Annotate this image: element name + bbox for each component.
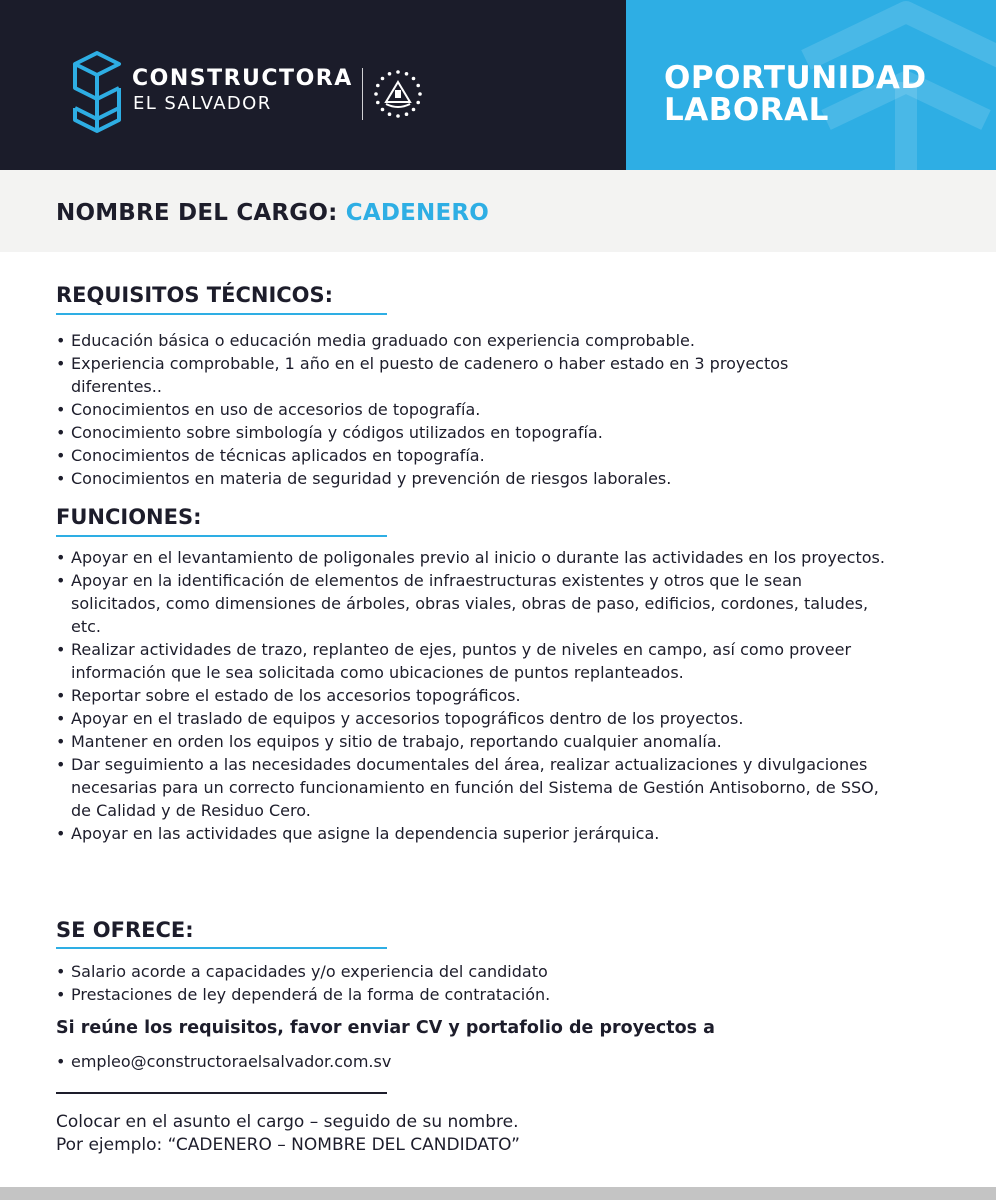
footer-band — [0, 1187, 996, 1200]
list-item: • Educación básica o educación media graduado con experiencia comprobable. — [56, 329, 826, 352]
job-title — [56, 200, 489, 226]
brand-divider — [362, 68, 363, 120]
divider — [56, 1092, 387, 1094]
subject-note-line1: Colocar en el asunto el cargo – seguido de su nombre. — [56, 1112, 519, 1132]
list-item: • Experiencia comprobable, 1 año en el puesto de cadenero o haber estado en 3 proyectos diferentes.. — [56, 352, 826, 398]
header-title-panel — [626, 0, 996, 170]
list-item: • Conocimientos en materia de seguridad y prevención de riesgos laborales. — [56, 467, 826, 490]
funciones-rule — [56, 535, 387, 537]
ofrece-list — [56, 960, 896, 1006]
header-title-line1: OPORTUNIDAD — [664, 60, 927, 96]
subject-note-line2: Por ejemplo: “CADENERO – NOMBRE DEL CANDIDATO” — [56, 1135, 520, 1155]
ofrece-title: SE OFRECE: — [56, 918, 194, 942]
list-item: • Apoyar en la identificación de elementos de infraestructuras existentes y otros que le sean solicitados, como dimensiones de árboles, obras viales, obras de paso, edificios, cordones, taludes, etc. — [56, 569, 886, 638]
job-title-value: CADENERO — [345, 200, 490, 226]
requisitos-rule — [56, 313, 387, 315]
job-title-label: NOMBRE DEL CARGO: — [56, 200, 346, 226]
header-title — [664, 62, 927, 126]
constructora-logo-icon — [72, 50, 122, 134]
list-item: • Salario acorde a capacidades y/o experiencia del candidato — [56, 960, 896, 983]
header-brand-panel — [0, 0, 626, 170]
list-item: • Prestaciones de ley dependerá de la forma de contratación. — [56, 983, 896, 1006]
list-item: • Apoyar en las actividades que asigne la dependencia superior jerárquica. — [56, 822, 886, 845]
list-item: • Conocimientos de técnicas aplicados en topografía. — [56, 444, 826, 467]
list-item: • Conocimiento sobre simbología y códigos utilizados en topografía. — [56, 421, 826, 444]
funciones-list — [56, 546, 886, 845]
requisitos-title: REQUISITOS TÉCNICOS: — [56, 283, 334, 307]
header-title-line2: LABORAL — [664, 92, 829, 128]
list-item: • Mantener en orden los equipos y sitio de trabajo, reportando cualquier anomalía. — [56, 730, 886, 753]
list-item: • Realizar actividades de trazo, replanteo de ejes, puntos y de niveles en campo, así como proveer información que le sea solicitada como ubicaciones de puntos replanteados. — [56, 638, 886, 684]
list-item: • Conocimientos en uso de accesorios de topografía. — [56, 398, 826, 421]
list-item: • Reportar sobre el estado de los accesorios topográficos. — [56, 684, 886, 707]
requisitos-list — [56, 329, 826, 490]
el-salvador-seal-icon — [372, 68, 424, 120]
ofrece-rule — [56, 947, 387, 949]
list-item: • Dar seguimiento a las necesidades documentales del área, realizar actualizaciones y divulgaciones necesarias para un correcto funcionamiento en función del Sistema de Gestión Antisoborno, de SSO, de Calidad y de Residuo Cero. — [56, 753, 886, 822]
list-item: • Apoyar en el levantamiento de poligonales previo al inicio o durante las actividades en los proyectos. — [56, 546, 886, 569]
funciones-title: FUNCIONES: — [56, 505, 202, 529]
apply-instructions: Si reúne los requisitos, favor enviar CV y portafolio de proyectos a — [56, 1018, 715, 1038]
subject-note — [56, 1111, 520, 1157]
brand-subtitle: EL SALVADOR — [133, 93, 272, 114]
contact-email[interactable]: • empleo@constructoraelsalvador.com.sv — [56, 1050, 896, 1073]
header — [0, 0, 996, 170]
brand-name: CONSTRUCTORA — [132, 66, 353, 91]
email-list — [56, 1050, 896, 1073]
list-item: • Apoyar en el traslado de equipos y accesorios topográficos dentro de los proyectos. — [56, 707, 886, 730]
